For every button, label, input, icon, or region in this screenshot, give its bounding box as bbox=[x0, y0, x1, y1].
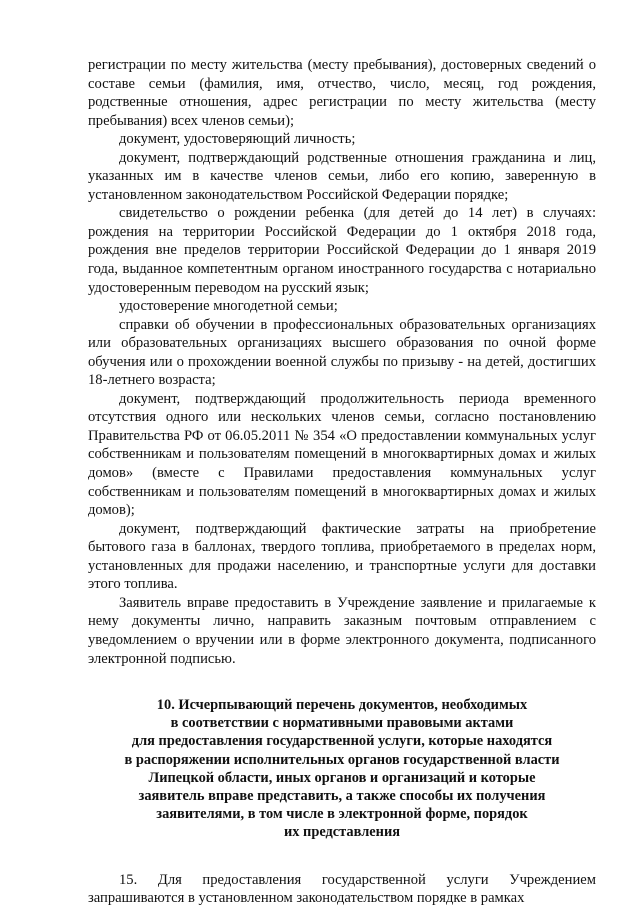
paragraph-fuel-expenses-document: документ, подтверждающий фактические затраты на приобретение бытового газа в баллонах, твердого топлива, приобретаемого в пределах норм, установленных для продажи населению, и транспортные услуги для доставки этого топлива. bbox=[88, 520, 596, 593]
heading-line: в соответствии с нормативными правовыми актами bbox=[170, 715, 514, 732]
paragraph-large-family-certificate: удостоверение многодетной семьи; bbox=[119, 298, 338, 315]
paragraph-kinship-document: документ, подтверждающий родственные отношения гражданина и лиц, указанных им в качестве членов семьи, либо его копию, заверенную в установленном законодательством Российской Федерации порядке; bbox=[88, 149, 596, 203]
paragraph-education-certificates: справки об обучении в профессиональных образовательных организациях или образовательных организациях высшего образования по очной форме обучения или о прохождении военной службы по призыву - на детей, достигших 18-летнего возраста; bbox=[88, 316, 596, 389]
closing-text bbox=[88, 871, 596, 908]
body-text bbox=[88, 56, 596, 668]
heading-line: заявителями, в том числе в электронной форме, порядок bbox=[156, 806, 528, 823]
paragraph-absence-document: документ, подтверждающий продолжительность периода временного отсутствия одного или нескольких членов семьи, согласно постановлению Правительства РФ от 06.05.2011 № 354 «О предоставлении коммунальных услуг собственникам и пользователям помещений в многоквартирных домах и жилых домов» (вместе с Правилами предоставления коммунальных услуг собственникам и пользователям помещений в многоквартирных домах и жилых домов); bbox=[88, 390, 596, 519]
paragraph-birth-certificate: свидетельство о рождении ребенка (для детей до 14 лет) в случаях: рождения на территории Российской Федерации до 1 октября 2018 года, рождения вне пределов территории Российской Федерации до 1 января 2019 года, выданное компетентным органом иностранного государства с нотариально удостоверенным переводом на русский язык; bbox=[88, 205, 596, 296]
paragraph-submission-methods: Заявитель вправе предоставить в Учреждение заявление и прилагаемые к нему документы лично, направить заказным почтовым отправлением с уведомлением о вручении или в форме электронного документа, подписанного электронной подписью. bbox=[88, 594, 596, 667]
heading-line: 10. Исчерпывающий перечень документов, необходимых bbox=[156, 697, 528, 714]
heading-line: Липецкой области, иных органов и организаций и которые bbox=[148, 769, 536, 786]
heading-line: заявитель вправе представить, а также способы их получения bbox=[138, 788, 546, 805]
heading-line: в распоряжении исполнительных органов государственной власти bbox=[124, 751, 560, 768]
heading-line: их представления bbox=[283, 824, 401, 841]
section-heading bbox=[88, 696, 596, 842]
paragraph-registration-info: регистрации по месту жительства (месту пребывания), достоверных сведений о составе семьи (фамилия, имя, отчество, число, месяц, год рождения, родственные отношения, адрес регистрации по месту жительства (месту пребывания) всех членов семьи); bbox=[88, 57, 596, 129]
paragraph-item-15: 15. Для предоставления государственной услуги Учреждением запрашиваются в установленном законодательством порядке в рамках bbox=[88, 871, 596, 907]
paragraph-identity-document: документ, удостоверяющий личность; bbox=[119, 131, 356, 148]
heading-line: для предоставления государственной услуги, которые находятся bbox=[131, 733, 553, 750]
